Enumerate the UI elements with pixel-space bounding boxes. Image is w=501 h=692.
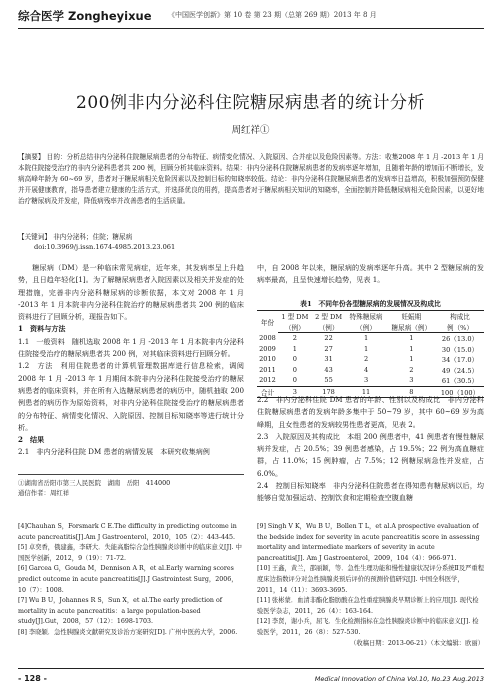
page-number: - 128 - xyxy=(18,674,47,683)
table-cell: 3 xyxy=(278,386,312,398)
running-header xyxy=(18,6,484,29)
table-cell: 1 xyxy=(292,344,297,353)
article-author: 周红祥① xyxy=(231,125,270,136)
references-right xyxy=(257,522,484,649)
age-gender-paragraph: 2.2 非内分泌科住院 DM 患者的年龄、性别以及构成比 非内分泌科住院糖尿病患者的发病年龄多集中于 50~79 岁，其中 60~69 岁为高峰期，且女性患者的发病较男性患者更高，见表 2。 xyxy=(257,395,484,429)
table-cell: 1 xyxy=(409,355,414,364)
reference-item: [10] 王鑫，黄兰，邵丽颖，等．急性生理功能和慢性健康状况评分系统Ⅱ及严重程度床边指数评分对急性胰腺炎预后评价的预测价值研究[J]. 中国全科医学，2011，14（11）：3693-3695. xyxy=(257,565,485,594)
table-cell: 0 xyxy=(292,365,297,374)
table-cell: 100（100） xyxy=(436,386,484,398)
table-cell: 2008 xyxy=(259,334,276,342)
table-cell: 1 xyxy=(409,344,414,353)
references-left xyxy=(18,522,244,639)
admission-cause-paragraph: 2.3 入院原因及其构成比 本组 200 例患者中，41 例患者有慢性糖尿病并发症，占 20.5%；39 例患者感染，占 19.5%；22 例为高血糖症群，占 11.0%；15 例肿瘤，占 7.5%；12 例糖尿病急性并发症，占 6.0%。 xyxy=(257,431,484,478)
reference-item: [8] 李晓颖．急性胰腺炎文献研究及诊治方案研究[D]. 广州中医药大学，2006. xyxy=(18,628,238,636)
table-cell: 31 xyxy=(324,355,333,364)
footnote xyxy=(18,478,244,498)
table-cell: 27 xyxy=(324,344,333,353)
body-right-top: 中，自 2008 年以来，糖尿病的发病率逐年升高。其中 2 型糖尿病的发病率最高，且呈快速增长趋势，见表 1。 xyxy=(257,263,484,285)
footnote-corresponding: 通信作者：周红祥 xyxy=(18,489,70,497)
table-cell: 1 xyxy=(363,334,369,343)
reference-item: [7] Wu B U，Johannes R S，Sun X，et al.The early prediction of mortality in acute pancreatitis：a large population-based study[J].Gut，2008，57（12）：1698-1703. xyxy=(18,597,223,626)
table-cell: 43 xyxy=(324,365,333,374)
keywords: 【关键词】 非内分泌科；住院；糖尿病 xyxy=(18,233,133,241)
table-header-row-2 xyxy=(257,322,484,333)
section-label: 综合医学 Zongheyixue xyxy=(18,9,152,23)
table-header-cell: （例） xyxy=(278,322,312,333)
table-cell: 26（13.0） xyxy=(441,335,479,344)
table-header-cell: （例） xyxy=(345,322,386,333)
table-cell: 178 xyxy=(312,386,346,398)
received-date-note: （收稿日期：2013-06-21）（本文编辑：欧丽） xyxy=(350,639,484,647)
keywords-block xyxy=(18,232,484,252)
reference-item: [5] 卓奕香，俄建鑫，李研大．失能高脂综合急性胰腺炎诊断中的临床意义[J]. 中国医学创新，2012，9（19）：71-72. xyxy=(18,544,242,562)
table-cell: 2 xyxy=(409,365,414,374)
table-header-cell: 妊娠期 xyxy=(387,311,436,322)
table-header-cell: 构成比 xyxy=(436,311,484,322)
table-row xyxy=(257,365,484,376)
table-cell: 8 xyxy=(387,386,436,398)
table-header-cell: 特殊糖尿病 xyxy=(345,311,386,322)
table-header-cell: 年份 xyxy=(257,311,278,333)
table-cell: 2010 xyxy=(259,355,276,364)
table-row xyxy=(257,333,484,344)
table-header-row xyxy=(257,311,484,322)
intro-paragraph: 糖尿病（DM）是一种临床常见病症，近年来，其发病率呈上升趋势，且日趋年轻化[1]。为了解糖尿病患者入院因素以及相关并发症的处理措施，完善非内分泌科糖尿病的诊断依据，本文对 2008 年 1 月 -2013 年 1 月本院非内分泌科住院治疗的糖尿病患者共 200 例的临床资料进行了回顾分析，现报告如下。 xyxy=(18,263,244,322)
awareness-paragraph: 2.4 控制目标知晓率 非内分泌科住院患者在得知患有糖尿病以后，均能够自觉加强运动、控制饮食和定期检查空腹血糖 xyxy=(257,481,484,503)
table-cell: 11 xyxy=(345,386,386,398)
table-header-cell: （例） xyxy=(312,322,346,333)
reference-item: [12] 李贤，谢小兵，屈飞．生化检测指标在急性胰腺炎诊断中的临床意义[J]. 检验医学，2011，26（8）：527-530. xyxy=(257,618,479,636)
table-cell: 0 xyxy=(292,376,297,385)
table-cell: 22 xyxy=(324,334,333,343)
table-cell: 4 xyxy=(363,365,369,374)
table-cell: 2012 xyxy=(259,376,276,385)
table-header-cell: 糖尿病（例） xyxy=(387,322,436,333)
table-cell: 55 xyxy=(324,376,333,385)
table-title: 表1 不同年份各型糖尿病的发展情况及构成比 xyxy=(300,300,441,308)
journal-footer: Medical Innovation of China Vol.10, No.23 Aug.2013 xyxy=(314,675,484,683)
abstract: 【摘要】 目的：分析总结非内分泌科住院糖尿病患者的分布特征、病情变化情况、入院原因、合并症以及危险因素等。方法：收集2008 年 1 月 -2013 年 1 月本院住院接受治疗的非内分泌科患者共 200 例，回顾分析其临床资料。结果：非内分泌科住院糖尿病患者的发病率逐年增加，且随着年龄的增加而不断增长，发病高峰年龄为 60~69 岁，患者对于糖尿病相关危险因素以及控制目标的知晓率较低。结论：非内分泌科住院糖尿病患者的发病率日益增高，积极加强预防保健并开展健康教育，指导患者建立健康的生活方式，并选择优良的用药，提高患者对于糖尿病相关知识的知晓率，全面控制并降低糖尿病相关危险因素，以更好地治疗糖尿病及并发症，降低病残率并改善患者的生活质量。 xyxy=(18,153,484,205)
table-cell: 2 xyxy=(363,355,369,364)
table-cell: 61（30.5） xyxy=(441,377,479,386)
section-heading-methods: 1 资料与方法 xyxy=(18,324,66,334)
table-header-cell: 例（%） xyxy=(436,322,484,333)
table-cell: 2009 xyxy=(259,344,276,353)
section-heading-results: 2 结果 xyxy=(18,435,45,445)
table-row xyxy=(257,344,484,355)
data-table xyxy=(257,310,484,398)
doi: doi:10.3969/j.issn.1674-4985.2013.23.061 xyxy=(34,243,176,251)
table-cell: 3 xyxy=(363,376,369,385)
table-cell: 34（17.0） xyxy=(441,356,479,365)
general-data-paragraph: 1.1 一般资料 随机选取 2008 年 1 月 -2013 年 1 月本院非内分泌科住院接受治疗的糖尿病患者共 200 例，对其临床资料进行回顾分析。 xyxy=(18,336,244,359)
page-footer xyxy=(18,668,484,689)
body-left-column xyxy=(18,262,244,459)
table-cell: 1 xyxy=(409,334,414,343)
body-right-bottom xyxy=(257,394,484,505)
table-header-cell: 2 型 DM xyxy=(312,311,346,322)
reference-item: [9] Singh V K，Wu B U，Bollen T L，et al.A prospective evaluation of the bedside index for severity in acute pancreatitis score in assessing mortality and intermediate markers of severity in acute pancreatitis[J]. Am J Gastroenterol，2009，104（4）：966-971. xyxy=(257,523,480,562)
methods-paragraph: 1.2 方法 利用住院患者的计算机管理数据库进行信息检索，调阅 2008 年 1 月 -2013 年 1 月期间本院非内分泌科住院接受治疗的糖尿病患者的临床资料，并在所有入选糖尿病患者的病历中，随机抽取 200 例患者的病历作为原始资料，对非内分泌科住院接受治疗的糖尿病患者的分布特征、病情变化情况、入院原因、控制目标知晓率等进行统计分析。 xyxy=(18,361,244,432)
reference-item: [4]Chauhan S，Forsmark C E.The difficulty in predicting outcome in acute pancreatitis[J].Am J Gastroenterol，2010，105（2）：443-445. xyxy=(18,523,237,541)
article-title: 200例非内分泌科住院糖尿病患者的统计分析 xyxy=(76,93,425,113)
reference-item: [6] Garcea G，Gouda M，Dennison A R，et al.Early warning scores predict outcome in acute pancreatitis[J].J Gastrointest Surg，2006，10（7）：1008. xyxy=(18,565,238,594)
table-cell: 30（15.0） xyxy=(441,345,479,354)
table-cell: 1 xyxy=(363,344,369,353)
reference-item: [11] 张彬蒙．血清非酯化脂肪酸在急性重症胰腺炎早期诊断上的应用[J]. 现代检验医学杂志，2011，26（4）：163-164. xyxy=(257,597,479,615)
table-cell: 3 xyxy=(409,376,414,385)
table-header-cell: 1 型 DM xyxy=(278,311,312,322)
table-row xyxy=(257,354,484,365)
footnote-affiliation: ①湖南省岳阳市第三人民医院 湖南 岳阳 414000 xyxy=(18,479,171,487)
table-cell: 0 xyxy=(292,355,297,364)
footnote-divider xyxy=(18,474,244,475)
table-cell: 49（24.5） xyxy=(441,366,479,375)
table-cell: 合计 xyxy=(257,386,278,398)
journal-issue-info: 《中国医学创新》第 10 卷 第 23 期（总第 269 期）2013 年 8 月 xyxy=(168,11,377,19)
table-cell: 2011 xyxy=(259,365,276,374)
results-paragraph: 2.1 非内分泌科住院 DM 患者的病情发展 本研究收集病例 xyxy=(18,447,210,457)
table-cell: 2 xyxy=(292,334,297,343)
table-row xyxy=(257,375,484,386)
